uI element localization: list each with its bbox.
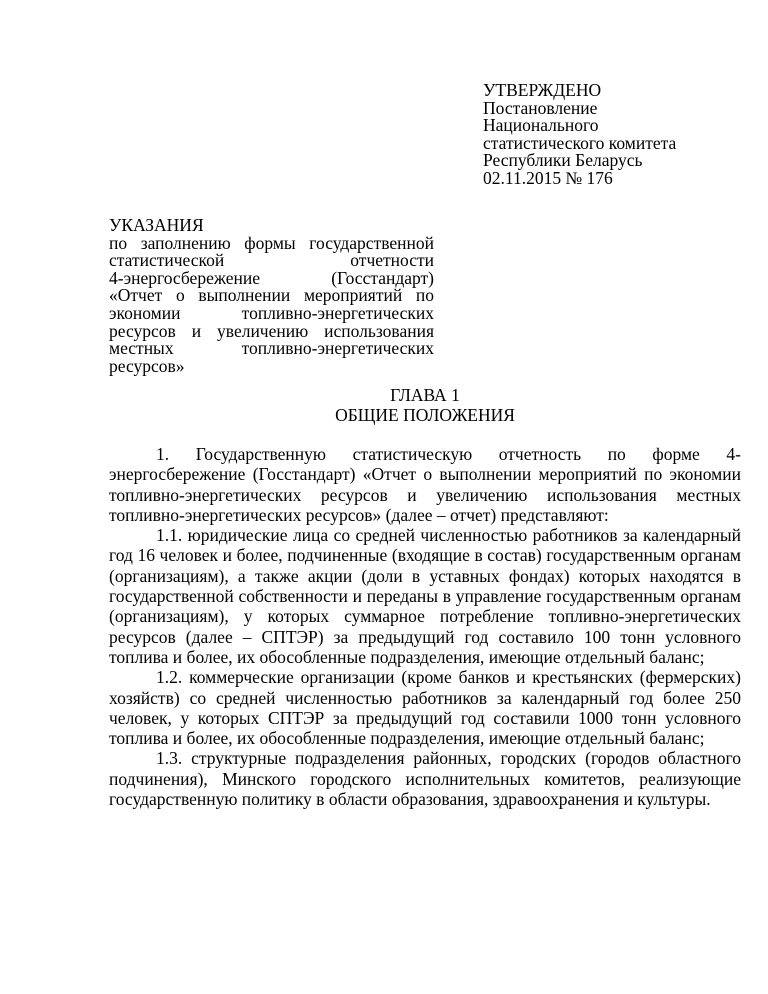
paragraph-1-3: 1.3. структурные подразделения районных, городских (городов областного подчинения), Минского городского исполнительных комитетов, реализующие государственную политику в области образования, здравоохранения и культуры. [109, 748, 741, 810]
chapter-number: ГЛАВА 1 [390, 385, 460, 405]
instructions-heading: УКАЗАНИЯ [109, 215, 204, 235]
instructions-line: «Отчет о выполнении мероприятий по [109, 285, 434, 306]
chapter-heading [109, 385, 741, 425]
paragraph-1-1: 1.1. юридические лица со средней численностью работников за календарный год 16 человек и более, подчиненные (входящие в состав) государственным органам (организациям), а также акции (доли в уставных фондах) которых находятся в государственной собственности и переданы в управление государственным органам (организациям), у которых суммарное потребление топливно-энергетических ресурсов (далее – СПТЭР) за предыдущий год составило 100 тонн условного топлива и более, их обособленные подразделения, имеющие отдельный баланс; [109, 525, 741, 667]
instructions-line: ресурсов и увеличению использования [109, 320, 434, 341]
instructions-line: ресурсов» [109, 355, 185, 376]
instructions-line: по заполнению формы государственной [109, 232, 434, 253]
document-body [109, 444, 741, 809]
instructions-line: экономии топливно-энергетических [109, 302, 434, 323]
instructions-line: статистической отчетности [109, 250, 434, 271]
approval-line: Национального [483, 115, 599, 136]
approval-line: Постановление [483, 97, 598, 118]
instructions-line: 4-энергосбережение (Госстандарт) [109, 267, 434, 288]
approval-date-number: 02.11.2015 № 176 [483, 167, 613, 188]
chapter-title: ОБЩИЕ ПОЛОЖЕНИЯ [335, 405, 515, 425]
instructions-title-block [109, 217, 434, 375]
paragraph-1-2: 1.2. коммерческие организации (кроме банков и крестьянских (фермерских) хозяйств) со средней численностью работников за календарный год более 250 человек, у которых СПТЭР за предыдущий год составили 1000 тонн условного топлива и более, их обособленные подразделения, имеющие отдельный баланс; [109, 667, 741, 749]
approval-heading: УТВЕРЖДЕНО [483, 80, 602, 100]
approval-line: статистического комитета [483, 132, 677, 153]
approval-line: Республики Беларусь [483, 150, 643, 171]
instructions-line: местных топливно-энергетических [109, 338, 434, 359]
approval-block [483, 82, 753, 188]
paragraph-1: 1. Государственную статистическую отчетность по форме 4-энергосбережение (Госстандарт) «Отчет о выполнении мероприятий по экономии топливно-энергетических ресурсов и увеличению использования местных топливно-энергетических ресурсов» (далее – отчет) представляют: [109, 444, 741, 525]
